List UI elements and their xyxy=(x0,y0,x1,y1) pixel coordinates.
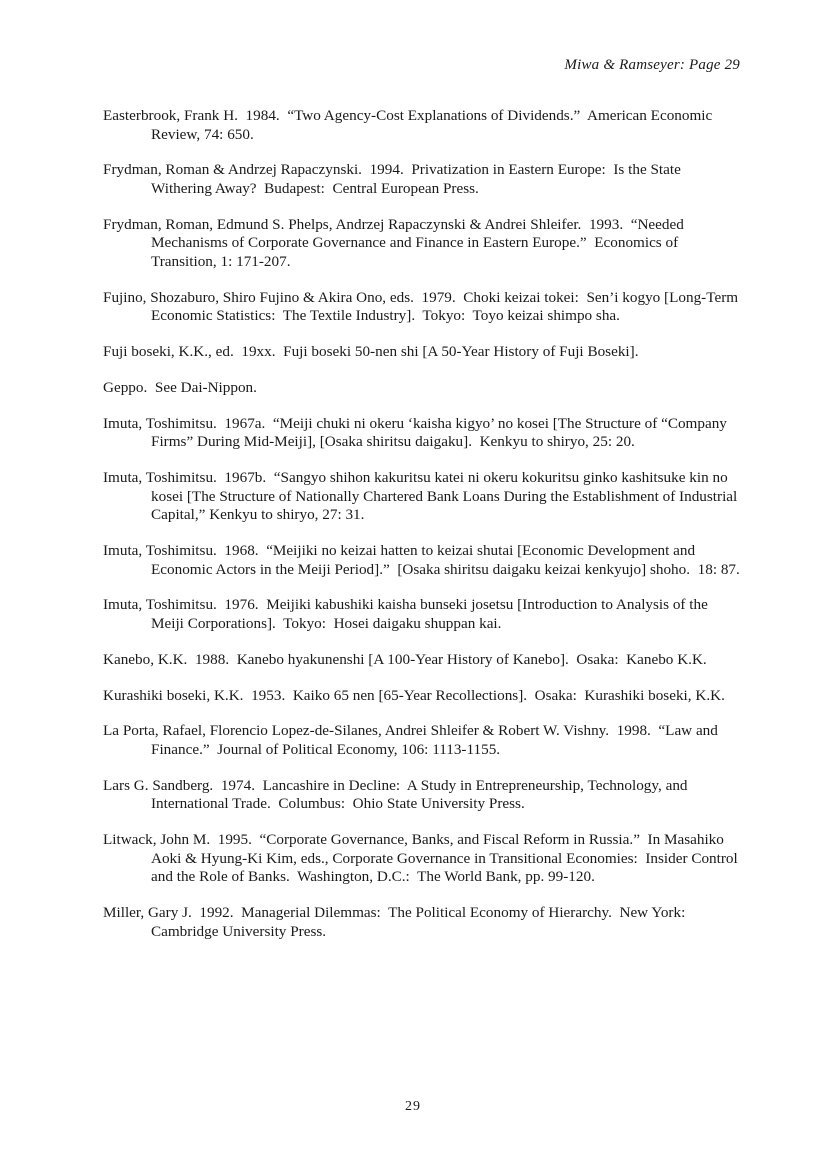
reference-entry: La Porta, Rafael, Florencio Lopez-de-Silanes, Andrei Shleifer & Robert W. Vishny. 1998. “Law and Finance.” Journal of Political Economy, 106: 1113-1155. xyxy=(103,722,722,758)
reference-entry: Fujino, Shozaburo, Shiro Fujino & Akira Ono, eds. 1979. Choki keizai tokei: Sen’i kogyo [Long-Term Economic Statistics: The Textile Industry]. Tokyo: Toyo keizai shimpo sha. xyxy=(103,288,742,325)
reference-entry: Frydman, Roman & Andrzej Rapaczynski. 1994. Privatization in Eastern Europe: Is the State Withering Away? Budapest: Central European Press. xyxy=(103,161,685,197)
reference-entry: Kanebo, K.K. 1988. Kanebo hyakunenshi [A 100-Year History of Kanebo]. Osaka: Kanebo K.K. xyxy=(103,650,707,668)
reference-entry: Imuta, Toshimitsu. 1967b. “Sangyo shihon kakuritsu katei ni okeru kokuritsu ginko kashitsuke kin no kosei [The Structure of Nationally Chartered Bank Loans During the Establishment of Industrial Capital,” Kenkyu to shiryo, 27: 31. xyxy=(103,469,742,524)
running-header: Miwa & Ramseyer: Page 29 xyxy=(564,57,740,73)
reference-entry: Imuta, Toshimitsu. 1976. Meijiki kabushiki kaisha bunseki josetsu [Introduction to Analysis of the Meiji Corporations]. Tokyo: Hosei daigaku shuppan kai. xyxy=(103,596,712,632)
reference-entry: Imuta, Toshimitsu. 1967a. “Meiji chuki ni okeru ‘kaisha kigyo’ no kosei [The Structure of “Company Firms” During Mid-Meiji], [Osaka shiritsu daigaku]. Kenkyu to shiryo, 25: 20. xyxy=(103,414,731,451)
reference-entry: Geppo. See Dai-Nippon. xyxy=(103,378,257,396)
reference-entry: Imuta, Toshimitsu. 1968. “Meijiki no keizai hatten to keizai shutai [Economic Development and Economic Actors in the Meiji Period].” [Osaka shiritsu daigaku keizai kenkyujo] shoho. 18: 87. xyxy=(103,542,740,578)
page-number: 29 xyxy=(405,1099,421,1114)
reference-list xyxy=(103,107,743,958)
reference-entry: Lars G. Sandberg. 1974. Lancashire in Decline: A Study in Entrepreneurship, Technology, and International Trade. Columbus: Ohio State University Press. xyxy=(103,776,692,813)
reference-entry: Fuji boseki, K.K., ed. 19xx. Fuji boseki 50-nen shi [A 50-Year History of Fuji Boseki]. xyxy=(103,343,639,361)
reference-entry: Kurashiki boseki, K.K. 1953. Kaiko 65 nen [65-Year Recollections]. Osaka: Kurashiki boseki, K.K. xyxy=(103,686,725,704)
reference-entry: Frydman, Roman, Edmund S. Phelps, Andrzej Rapaczynski & Andrei Shleifer. 1993. “Needed Mechanisms of Corporate Governance and Finance in Eastern Europe.” Economics of Transition, 1: 171-207. xyxy=(103,215,688,270)
reference-entry: Miller, Gary J. 1992. Managerial Dilemmas: The Political Economy of Hierarchy. New York: Cambridge University Press. xyxy=(103,904,693,940)
reference-entry: Litwack, John M. 1995. “Corporate Governance, Banks, and Fiscal Reform in Russia.” In Masahiko Aoki & Hyung-Ki Kim, eds., Corporate Governance in Transitional Economies: Insider Control and the Role of Banks. Washington, D.C.: The World Bank, pp. 99-120. xyxy=(103,831,742,886)
reference-entry: Easterbrook, Frank H. 1984. “Two Agency-Cost Explanations of Dividends.” American Economic Review, 74: 650. xyxy=(103,107,717,143)
